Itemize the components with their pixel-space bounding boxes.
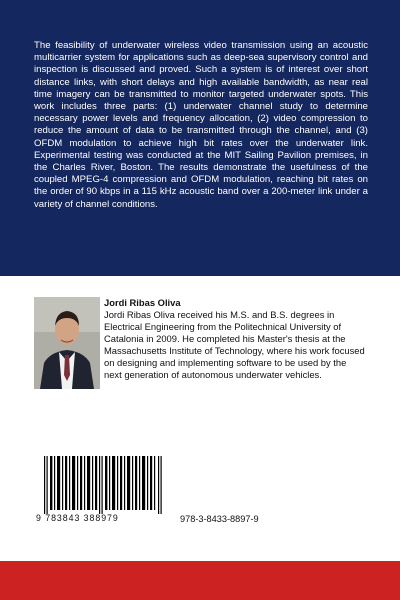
author-portrait-image xyxy=(34,297,100,389)
bottom-red-band xyxy=(0,561,400,600)
isbn-number: 978-3-8433-8897-9 xyxy=(180,514,259,524)
author-photo xyxy=(34,297,100,389)
book-abstract: The feasibility of underwater wireless video transmission using an acoustic multicarrier system for applications such as deep-sea supervisory control and inspection is discussed and proved. Such a system is of interest over short distance links, with short delays and high available bandwidth, as near real time imagery can be transmitted to monitor targeted underwater spots. This work includes three parts: (1) underwater channel study to determine necessary power levels and frequency allocation, (2) video compression to reduce the amount of data to be transmitted through the channel, and (3) OFDM modulation to achieve high bit rates over the underwater link. Experimental testing was conducted at the MIT Sailing Pavilion premises, in the Charles River, Boston. The results demonstrate the usefulness of the coupled MPEG-4 compression and OFDM modulation, reaching bit rates on the order of 90 kbps in a 115 kHz acoustic band over a 200-meter link under a variety of channel conditions. xyxy=(34,40,368,210)
author-name: Jordi Ribas Oliva xyxy=(104,297,181,308)
author-bio: Jordi Ribas Oliva received his M.S. and B.S. degrees in Electrical Engineering from the Politechnical University of Catalonia in 2009. He completed his Master's thesis at the Massachusetts Institute of Technology, where his work focused on designing and implementing software to be used by the next generation of autonomous underwater vehicles. xyxy=(104,309,365,381)
barcode-digits: 9 783843 388979 xyxy=(36,513,119,523)
isbn-barcode xyxy=(36,456,172,518)
